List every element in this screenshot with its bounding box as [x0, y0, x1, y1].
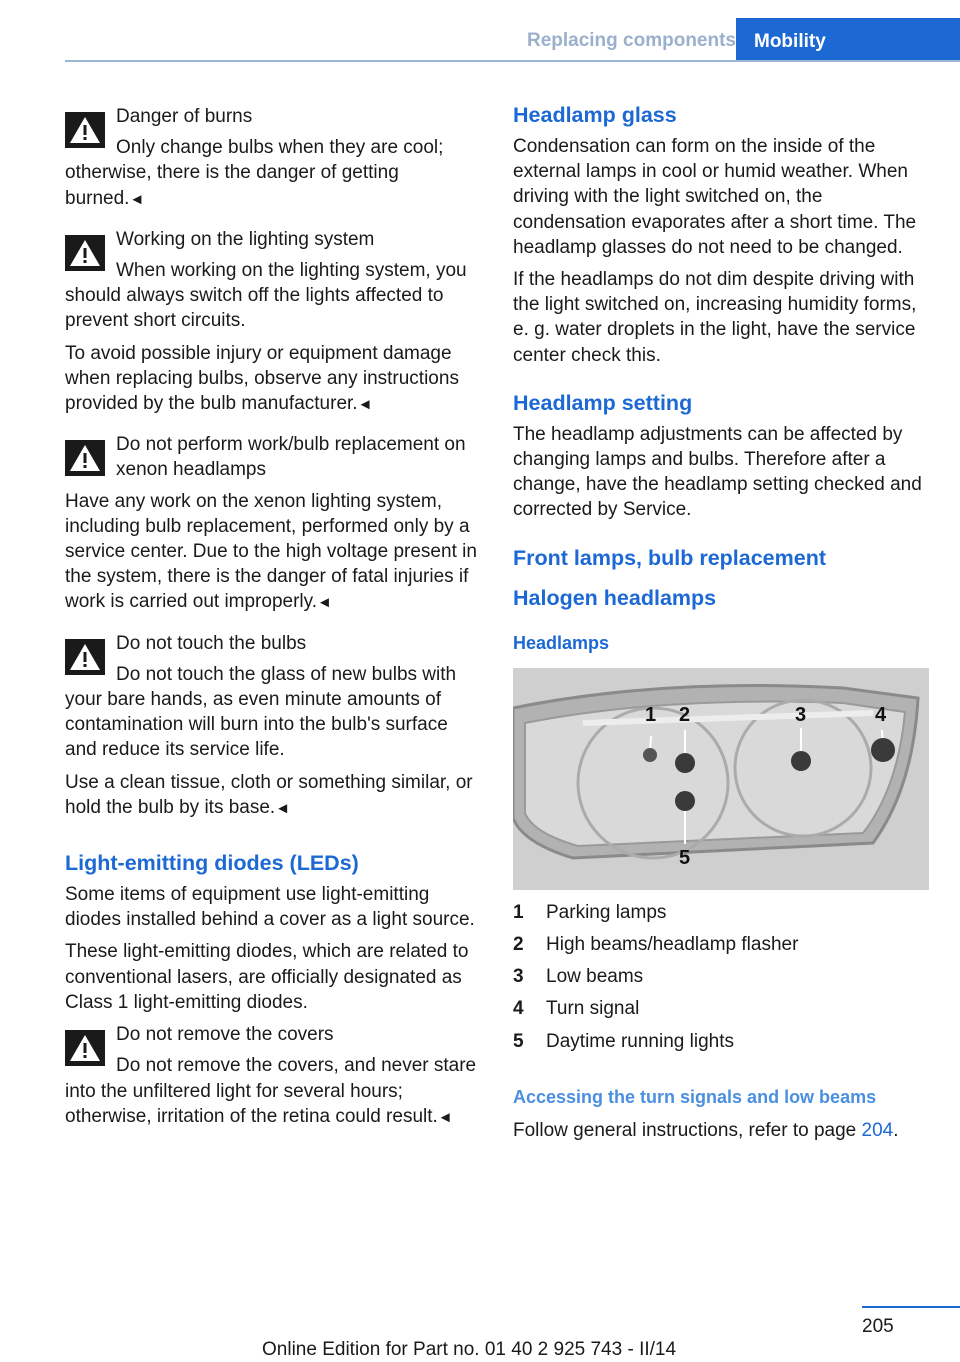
warning-burns	[65, 104, 479, 219]
legend-item: 3 Low beams	[513, 966, 644, 988]
warning-body: Have any work on the xenon lighting system, including bulb replacement, performed only by a service center. Due to the high voltage present in the system, there is the danger of fatal injuries if work is carried out improperly.◄	[65, 490, 477, 613]
legend-item: 4 Turn signal	[513, 998, 640, 1020]
right-column	[513, 100, 929, 1150]
warning-body: When working on the lighting system, you should always switch off the lights affected to prevent short circuits.	[65, 260, 467, 332]
header-section-title: Replacing components	[526, 30, 736, 51]
warning-bulbs	[65, 631, 479, 828]
warning-body: Use a clean tissue, cloth or something similar, or hold the bulb by its base.◄	[65, 771, 473, 818]
warning-body: Only change bulbs when they are cool; otherwise, there is the danger of getting burned.◄	[65, 137, 444, 209]
warning-triangle-icon	[65, 1030, 105, 1066]
legend-item: 1 Parking lamps	[513, 901, 667, 923]
section-heading-headlamp-setting: Headlamp setting	[513, 390, 693, 415]
warning-title: Working on the lighting system	[116, 228, 375, 250]
page-reference-link[interactable]: 204	[861, 1119, 894, 1141]
subheading-accessing: Accessing the turn signals and low beams	[513, 1086, 877, 1107]
warning-lighting-system	[65, 227, 479, 424]
paragraph: Follow general instructions, refer to page 204.	[513, 1119, 899, 1141]
paragraph: These light-emitting diodes, which are related to conventional lasers, are officially designated as Class 1 light-emitting diodes.	[65, 941, 469, 1013]
page-number: 205	[862, 1316, 894, 1337]
header-chapter-tab	[736, 18, 960, 62]
left-column	[65, 100, 479, 1145]
figure-label-1: 1	[645, 703, 657, 726]
headlamp-figure	[513, 668, 929, 890]
figure-label-5: 5	[679, 846, 691, 869]
section-heading-headlamp-glass: Headlamp glass	[513, 103, 677, 127]
warning-body: To avoid possible injury or equipment damage when replacing bulbs, observe any instructions provided by the bulb manufacturer.◄	[65, 342, 459, 415]
edition-note: Online Edition for Part no. 01 40 2 925 743 - II/14	[262, 1339, 677, 1360]
warning-title: Do not remove the covers	[116, 1024, 334, 1046]
paragraph: Condensation can form on the inside of the external lamps in cool or humid weather. When driving with the light switched on, the condensation evaporates after a short time. The headlamp glasses do not need to be changed.	[513, 136, 917, 258]
warning-triangle-icon	[65, 235, 105, 271]
paragraph: Some items of equipment use light-emitting diodes installed behind a cover as a light source.	[65, 884, 475, 931]
paragraph: The headlamp adjustments can be affected by changing lamps and bulbs. Therefore after a change, have the headlamp setting checked and corrected by Service.	[513, 423, 922, 521]
legend-item: 5 Daytime running lights	[513, 1030, 734, 1052]
warning-title: Do not perform work/bulb replacement on xenon headlamps	[116, 434, 466, 481]
headlamp-illustration	[513, 668, 929, 890]
header-rule	[65, 60, 960, 62]
warning-covers	[65, 1022, 479, 1137]
warning-triangle-icon	[65, 639, 105, 675]
paragraph: If the headlamps do not dim despite driving with the light switched on, increasing humidity forms, e. g. water droplets in the light, have the service center check this.	[513, 269, 917, 366]
figure-label-4: 4	[875, 703, 887, 726]
page-header	[0, 0, 960, 62]
subheading-headlamps: Headlamps	[513, 632, 610, 653]
warning-title: Do not touch the bulbs	[116, 632, 307, 654]
section-heading-front-lamps: Front lamps, bulb replacement	[513, 545, 826, 570]
figure-label-3: 3	[795, 703, 807, 726]
warning-xenon	[65, 432, 479, 622]
section-heading-leds: Light-emitting diodes (LEDs)	[65, 851, 359, 876]
warning-body: Do not remove the covers, and never stare into the unfiltered light for several hours; otherwise, irritation of the retina could result.◄	[65, 1055, 477, 1127]
warning-body: Do not touch the glass of new bulbs with your bare hands, as even minute amounts of contamination will burn into the bulb's surface and reduce its service life.	[65, 663, 457, 761]
legend-item: 2 High beams/headlamp flasher	[513, 934, 799, 956]
figure-legend	[513, 900, 929, 1061]
header-chapter-label: Mobility	[754, 31, 826, 52]
warning-triangle-icon	[65, 112, 105, 148]
warning-title: Danger of burns	[116, 106, 253, 127]
warning-triangle-icon	[65, 440, 105, 476]
section-heading-halogen: Halogen headlamps	[513, 585, 717, 610]
figure-label-2: 2	[679, 703, 691, 726]
footer-rule	[862, 1306, 960, 1308]
